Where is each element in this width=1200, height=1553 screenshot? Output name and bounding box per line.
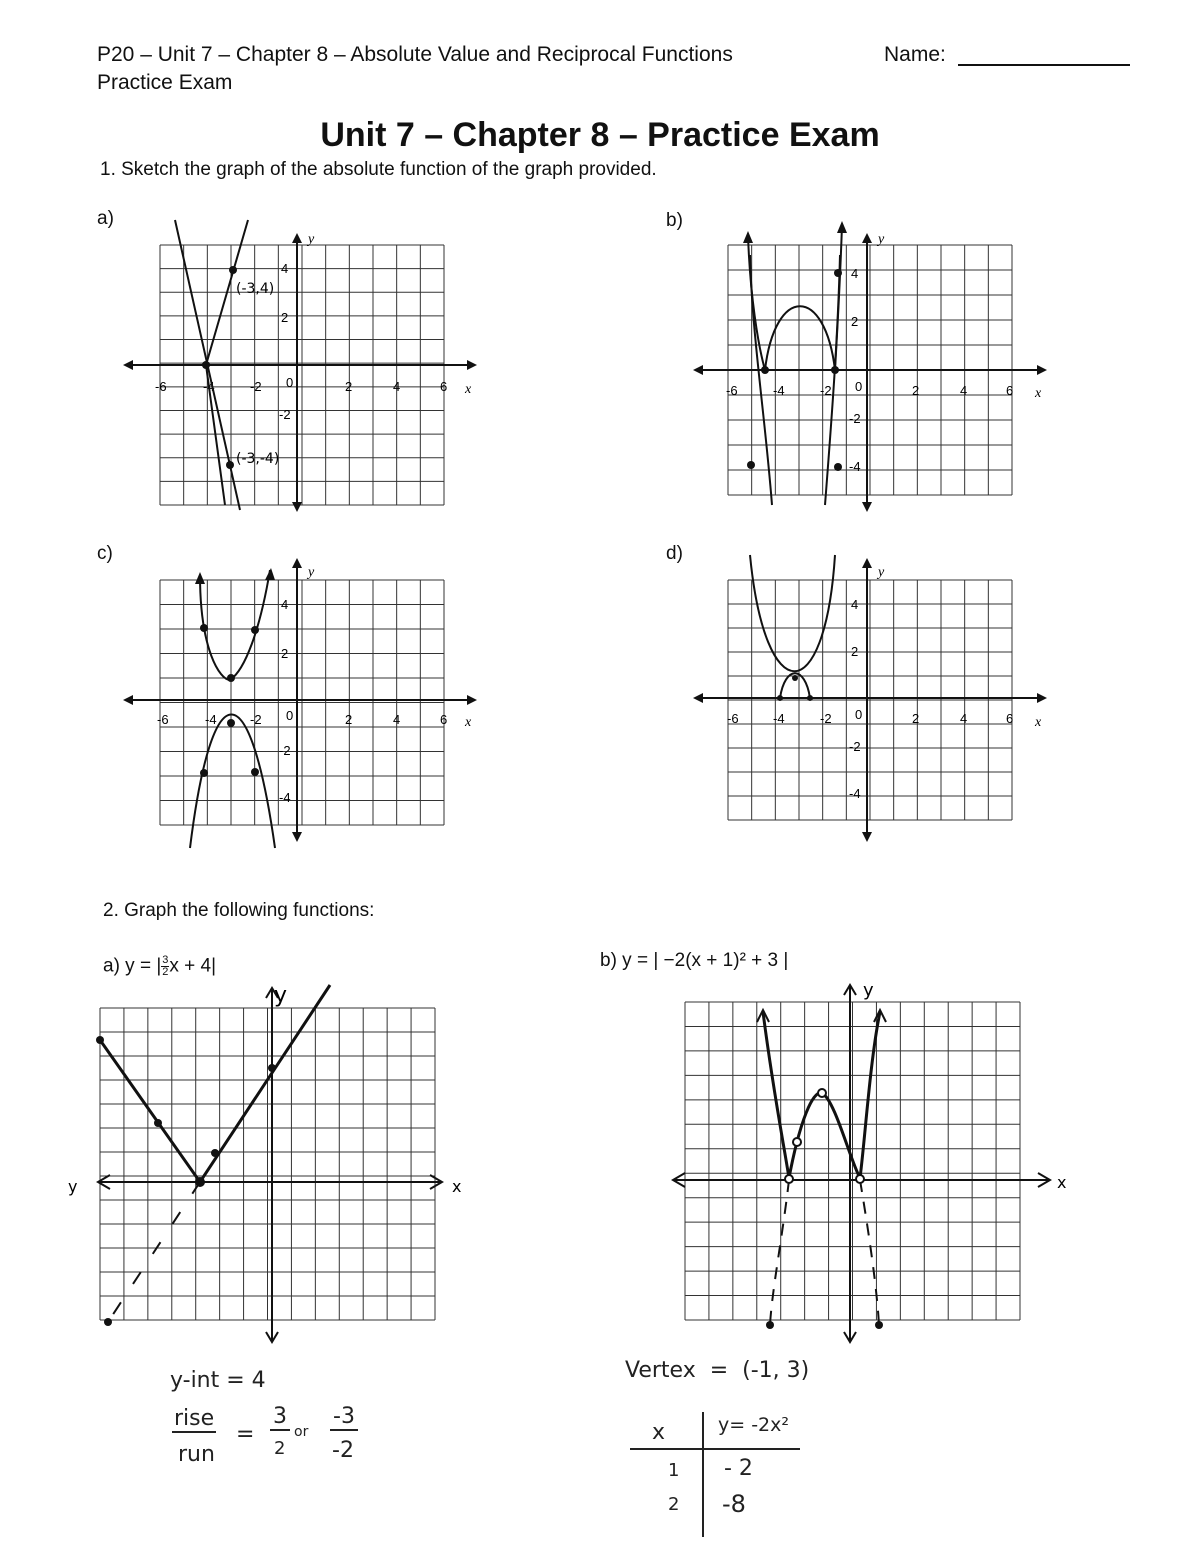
x-tick-1c: 0 (286, 708, 294, 723)
x-tick-1c: 6 (440, 712, 448, 727)
x-tick-1a: -2 (250, 379, 262, 394)
x-tick-1a: -6 (155, 379, 167, 394)
x-tick-1b: -2 (820, 383, 832, 398)
point-2a (104, 1318, 112, 1326)
q1-part-b-label: b) (666, 210, 683, 231)
y-axis-arrow-down-1d (862, 832, 872, 842)
x-tick-1a: 4 (393, 379, 401, 394)
x-axis-label-1d: x (1035, 715, 1042, 730)
grid-1a (160, 245, 444, 505)
point-1a (229, 266, 237, 274)
work-2b-row-x: 2 (668, 1494, 680, 1515)
point-1c (227, 674, 235, 682)
x-axis-arrow-1b (1037, 365, 1047, 375)
point-1a (202, 361, 210, 369)
q1-part-c-label: c) (97, 543, 113, 564)
graph-1a (120, 215, 490, 515)
work-2b-col-y: y= -2x² (718, 1414, 790, 1436)
q2a-frac-num: 3 (162, 954, 169, 966)
x-tick-1d: -6 (727, 711, 739, 726)
point-1b (834, 463, 842, 471)
y-axis-arrow-1d (862, 558, 872, 568)
q1-part-d-label: d) (666, 543, 683, 564)
x-tick-1a: -4 (203, 379, 215, 394)
point-1c (227, 719, 235, 727)
graph-1c (120, 550, 490, 850)
name-blank-line[interactable] (958, 64, 1130, 66)
exam-title: Unit 7 – Chapter 8 – Practice Exam (320, 116, 880, 154)
point-1b (747, 461, 755, 469)
point-2b (785, 1175, 793, 1183)
annotation-1a-bottom: (-3,-4) (236, 451, 280, 467)
dashed-line-2a (108, 1182, 200, 1322)
x-axis-label-2b: x (1057, 1173, 1067, 1192)
point-1d (777, 695, 783, 701)
y-tick-1c: 4 (281, 597, 289, 612)
dashed-parabola-2b (770, 1180, 879, 1325)
graph-1b (690, 215, 1060, 515)
point-1b (831, 366, 839, 374)
x-tick-1b: -4 (773, 383, 785, 398)
y-axis-arrow-1b (862, 233, 872, 243)
x-axis-arrow-1a (467, 360, 477, 370)
x-tick-1c: -6 (157, 712, 169, 727)
point-2b (793, 1138, 801, 1146)
x-axis-arrow-left-1b (693, 365, 703, 375)
q1-part-a-label: a) (97, 208, 114, 229)
y-tick-1b: -4 (849, 459, 861, 474)
y-axis-arrow-down-1a (292, 502, 302, 512)
graph-2a (60, 970, 500, 1350)
annotation-1a-top: (-3,4) (236, 281, 275, 297)
point-1c (200, 624, 208, 632)
y-axis-label-left-2a: y (68, 1177, 78, 1196)
y-axis-label-1a: y (308, 232, 315, 247)
x-axis-arrow-left-1d (693, 693, 703, 703)
x-tick-1b: -6 (726, 383, 738, 398)
arrowhead-1c (265, 568, 275, 580)
y-tick-1d: -4 (849, 786, 861, 801)
work-2b-col-x: x (652, 1420, 666, 1445)
x-tick-1d: -4 (773, 711, 785, 726)
y-tick-1c: 2 (281, 646, 289, 661)
point-2a (96, 1036, 104, 1044)
y-tick-1d: 2 (851, 644, 859, 659)
y-axis-label-1d: y (878, 565, 885, 580)
y-axis-arrow-1c (292, 558, 302, 568)
x-tick-1d: 4 (960, 711, 968, 726)
work-2b-row-x: 1 (668, 1460, 680, 1481)
point-1c (251, 768, 259, 776)
work-2a-den2: -2 (332, 1438, 354, 1463)
x-tick-1a: 6 (440, 379, 448, 394)
question-2-prompt: 2. Graph the following functions: (103, 900, 375, 921)
y-axis-arrow-down-1c (292, 832, 302, 842)
y-axis-arrow-1a (292, 233, 302, 243)
y-axis-label-2a: y (274, 983, 288, 1008)
sketch-abs-1c (200, 570, 270, 680)
x-tick-1b: 0 (855, 379, 863, 394)
work-2a-den1: 2 (274, 1438, 286, 1459)
x-tick-1c: 2 (345, 712, 353, 727)
y-tick-1b: -2 (849, 411, 861, 426)
x-tick-1c: -2 (250, 712, 262, 727)
q2a-frac-den: 2 (162, 966, 169, 978)
point-2a (211, 1149, 219, 1157)
work-2b-row-y: -8 (722, 1490, 746, 1518)
arrowhead-1b (837, 221, 847, 233)
course-header: P20 – Unit 7 – Chapter 8 – Absolute Value and Reciprocal Functions (97, 43, 733, 66)
point-1a (226, 461, 234, 469)
work-2b-vertex: Vertex = (-1, 3) (625, 1358, 810, 1383)
y-tick-1d: 4 (851, 597, 859, 612)
work-2a-rise: rise (174, 1406, 215, 1431)
table-divider-vertical (702, 1412, 704, 1537)
table-divider-horizontal (630, 1448, 800, 1450)
work-2a-y-intercept: y-int = 4 (170, 1368, 266, 1393)
y-tick-1d: -2 (849, 739, 861, 754)
point-1c (251, 626, 259, 634)
y-tick-1b: 4 (851, 266, 859, 281)
y-tick-1a: -2 (279, 407, 291, 422)
point-2b (766, 1321, 774, 1329)
x-tick-1d: 6 (1006, 711, 1014, 726)
point-2a (268, 1064, 276, 1072)
y-axis-label-1b: y (878, 232, 885, 247)
work-2a-num2: -3 (330, 1404, 358, 1431)
name-label: Name: (884, 43, 946, 66)
x-axis-arrow-1d (1037, 693, 1047, 703)
point-2b (856, 1175, 864, 1183)
y-axis-arrow-down-1b (862, 502, 872, 512)
x-axis-arrow-1c (467, 695, 477, 705)
sketch-right-1b (835, 225, 842, 370)
x-tick-1b: 4 (960, 383, 968, 398)
work-2b-row-y: - 2 (724, 1456, 753, 1481)
x-tick-1b: 6 (1006, 383, 1014, 398)
q2-part-b-equation: b) y = | −2(x + 1)² + 3 | (600, 950, 789, 971)
x-tick-1d: -2 (820, 711, 832, 726)
y-tick-1a: 4 (281, 261, 289, 276)
x-axis-label-2a: x (452, 1177, 462, 1196)
y-tick-1b: 2 (851, 314, 859, 329)
x-tick-1c: 4 (393, 712, 401, 727)
work-2a-or: or (294, 1424, 309, 1440)
arrowhead-1c (195, 572, 205, 584)
y-tick-1a: 2 (281, 310, 289, 325)
y-tick-1c: -2 (279, 743, 291, 758)
work-2a-run: run (178, 1442, 215, 1467)
y-axis-label-2b: y (863, 980, 874, 1001)
point-2b (875, 1321, 883, 1329)
point-1b (834, 269, 842, 277)
x-tick-1d: 2 (912, 711, 920, 726)
point-2a (195, 1177, 205, 1187)
x-axis-arrow-left-1c (123, 695, 133, 705)
exam-subtitle: Practice Exam (97, 71, 233, 94)
grid-2a (100, 1008, 435, 1320)
point-2b (818, 1089, 826, 1097)
x-tick-1b: 2 (912, 383, 920, 398)
question-1-prompt: 1. Sketch the graph of the absolute function of the graph provided. (100, 159, 657, 180)
point-1b (761, 366, 769, 374)
point-1d (792, 675, 798, 681)
point-1c (200, 769, 208, 777)
given-parabola-1c (190, 715, 275, 849)
x-tick-1a: 2 (345, 379, 353, 394)
arrowhead-1b (743, 231, 753, 243)
graph-1d (690, 550, 1060, 850)
x-axis-label-1c: x (465, 715, 472, 730)
grid-1d (728, 580, 1012, 820)
point-1d (807, 695, 813, 701)
y-axis-label-1c: y (308, 565, 315, 580)
work-2a-equals: = (236, 1422, 255, 1447)
q2a-eq-start: a) y = | (103, 955, 162, 977)
q2a-eq-end: x + 4| (169, 955, 217, 977)
graph-2b (665, 970, 1085, 1350)
y-tick-1c: -4 (279, 790, 291, 805)
x-axis-label-1a: x (465, 382, 472, 397)
x-tick-1a: 0 (286, 375, 294, 390)
x-axis-arrow-left-1a (123, 360, 133, 370)
x-tick-1c: -4 (205, 712, 217, 727)
x-axis-label-1b: x (1035, 386, 1042, 401)
work-2a-num1: 3 (270, 1404, 290, 1431)
x-tick-1d: 0 (855, 707, 863, 722)
point-2a (154, 1119, 162, 1127)
